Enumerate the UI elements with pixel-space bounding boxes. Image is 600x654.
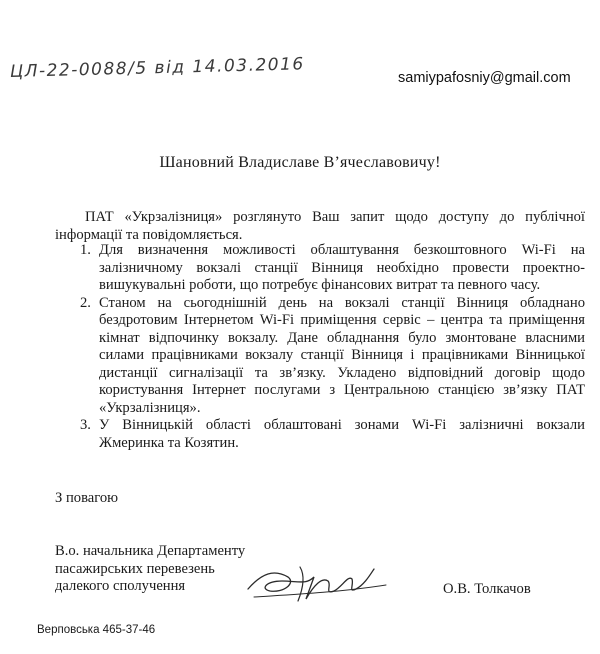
- list-item-text: У Вінницькій області облаштовані зонами Wi-Fi залізничні вокзали Жмеринка та Козятин.: [99, 417, 585, 451]
- list-item-number: 1.: [80, 242, 91, 258]
- list-item-text: Для визначення можливості облаштування безкоштовного Wi-Fi на залізничному вокзалі станції Вінниця необхідно провести проектно-вишукувальні роботи, що потребує фінансових витрат та певного часу.: [99, 242, 585, 293]
- position-line: далекого сполучення: [55, 578, 186, 594]
- handwritten-reference-number: ЦЛ-22-0088/5 від 14.03.2016: [9, 54, 305, 82]
- list-item-number: 3.: [80, 417, 91, 433]
- list-item: [80, 242, 585, 295]
- response-items-list: [80, 242, 585, 452]
- list-item: [80, 417, 585, 452]
- list-item: [80, 295, 585, 418]
- intro-paragraph: [55, 209, 585, 244]
- intro-line-1: ПАТ «Укрзалізниця» розглянуто Ваш запит щодо доступу до публічної: [85, 209, 585, 225]
- list-item-text: Станом на сьогоднішній день на вокзалі станції Вінниця обладнано бездротовим Інтернетом Wi-Fi приміщення сервіс – центра та приміщення кімнат відпочинку вокзалу. Дане обладнання було змонтоване власними силами працівниками вокзалу станції Вінниця і працівниками Вінницької дистанції сигналізації та зв’язку. Укладено відповідний договір щодо користування Інтернет послугами з Центральною станцією зв’язку ПАТ «Укрзалізниця».: [99, 294, 585, 416]
- contact-phone: Верповська 465-37-46: [37, 624, 156, 636]
- recipient-email: samiypafosniy@gmail.com: [398, 70, 571, 86]
- closing-phrase: З повагою: [55, 490, 119, 506]
- list-item-number: 2.: [80, 294, 91, 311]
- signer-position: [55, 543, 245, 596]
- intro-line-2: інформації та повідомляється.: [55, 226, 243, 243]
- position-line: пасажирських перевезень: [55, 560, 215, 577]
- signer-name: О.В. Толкачов: [443, 581, 531, 597]
- salutation: Шановний Владиславе В’ячеславовичу!: [159, 154, 441, 171]
- handwritten-signature: [244, 555, 394, 607]
- position-line: В.о. начальника Департаменту: [55, 543, 246, 559]
